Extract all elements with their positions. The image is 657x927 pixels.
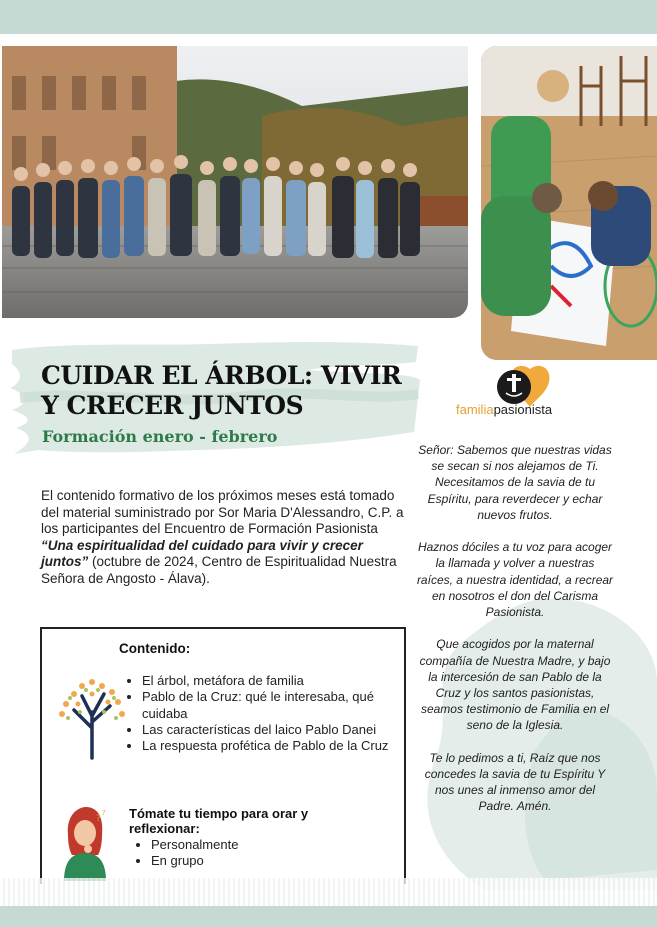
intro-quote: “Una espiritualidad del cuidado para vivir y crecer juntos”	[41, 537, 363, 569]
prayer-stanza: Que acogidos por la maternal compañía de Nuestra Madre, y bajo la intercesión de san Pablo de la Cruz y los santos pasionistas, seamos testimonio de Familia en el seno de la Iglesia.	[419, 637, 611, 733]
bottom-band	[0, 906, 657, 927]
thinking-person-icon	[58, 805, 110, 881]
intro-paragraph	[41, 488, 411, 587]
top-band	[0, 0, 657, 34]
svg-text:?: ?	[96, 814, 101, 824]
prayer-text	[416, 442, 614, 831]
list-item: • En grupo	[151, 853, 238, 869]
group-photo-illustration	[2, 46, 468, 318]
workshop-photo	[481, 46, 657, 360]
prayer-stanza: Señor: Sabemos que nuestras vidas se secan si nos alejamos de Ti. Necesitamos de la savia de tu Espíritu, para reverdecer y echar nuevos frutos.	[418, 443, 612, 522]
content-heading: Contenido:	[119, 641, 191, 656]
logo-word-pasionista: pasionista	[493, 402, 553, 417]
prayer-stanza: Haznos dóciles a tu voz para acoger la llamada y volver a nuestras raíces, a nuestra identidad, a recrear en nosotros el don del Carisma Pasionista.	[416, 540, 614, 620]
list-item: • Personalmente	[151, 837, 238, 853]
prayer-stanza: Te lo pedimos a ti, Raíz que nos concedes la savia de tu Espíritu Y nos unes al inmenso amor del Padre. Amén.	[424, 750, 606, 814]
list-item: • La respuesta profética de Pablo de la Cruz	[142, 738, 402, 754]
list-item: • Las características del laico Pablo Danei	[142, 722, 402, 738]
page-subtitle: Formación enero - febrero	[42, 427, 278, 446]
list-item: • El árbol, metáfora de familia	[142, 673, 402, 689]
intro-text-part2: (octubre de 2024, Centro de Espiritualidad Nuestra Señora de Angosto - Álava).	[41, 554, 397, 586]
intro-text-part1: El contenido formativo de los próximos meses está tomado del material suministrado por Sor Maria D'Alessandro, C.P. a los participantes del Encuentro de Formación Pasionista	[41, 488, 404, 536]
list-item: • Pablo de la Cruz: qué le interesaba, qué cuidaba	[142, 689, 402, 722]
svg-text:?: ?	[102, 809, 106, 817]
bottom-texture	[0, 878, 657, 906]
page-title: CUIDAR EL ÁRBOL: VIVIR Y CRECER JUNTOS	[41, 361, 402, 420]
logo-wordmark	[456, 402, 552, 417]
reflect-title: Tómate tu tiempo para orar y reflexionar:	[129, 806, 309, 836]
topics-list	[128, 673, 402, 754]
workshop-photo-illustration	[481, 46, 657, 360]
logo-word-familia: familia	[456, 402, 494, 417]
group-photo	[2, 46, 468, 318]
reflect-list	[139, 837, 238, 869]
tree-icon	[52, 672, 132, 760]
